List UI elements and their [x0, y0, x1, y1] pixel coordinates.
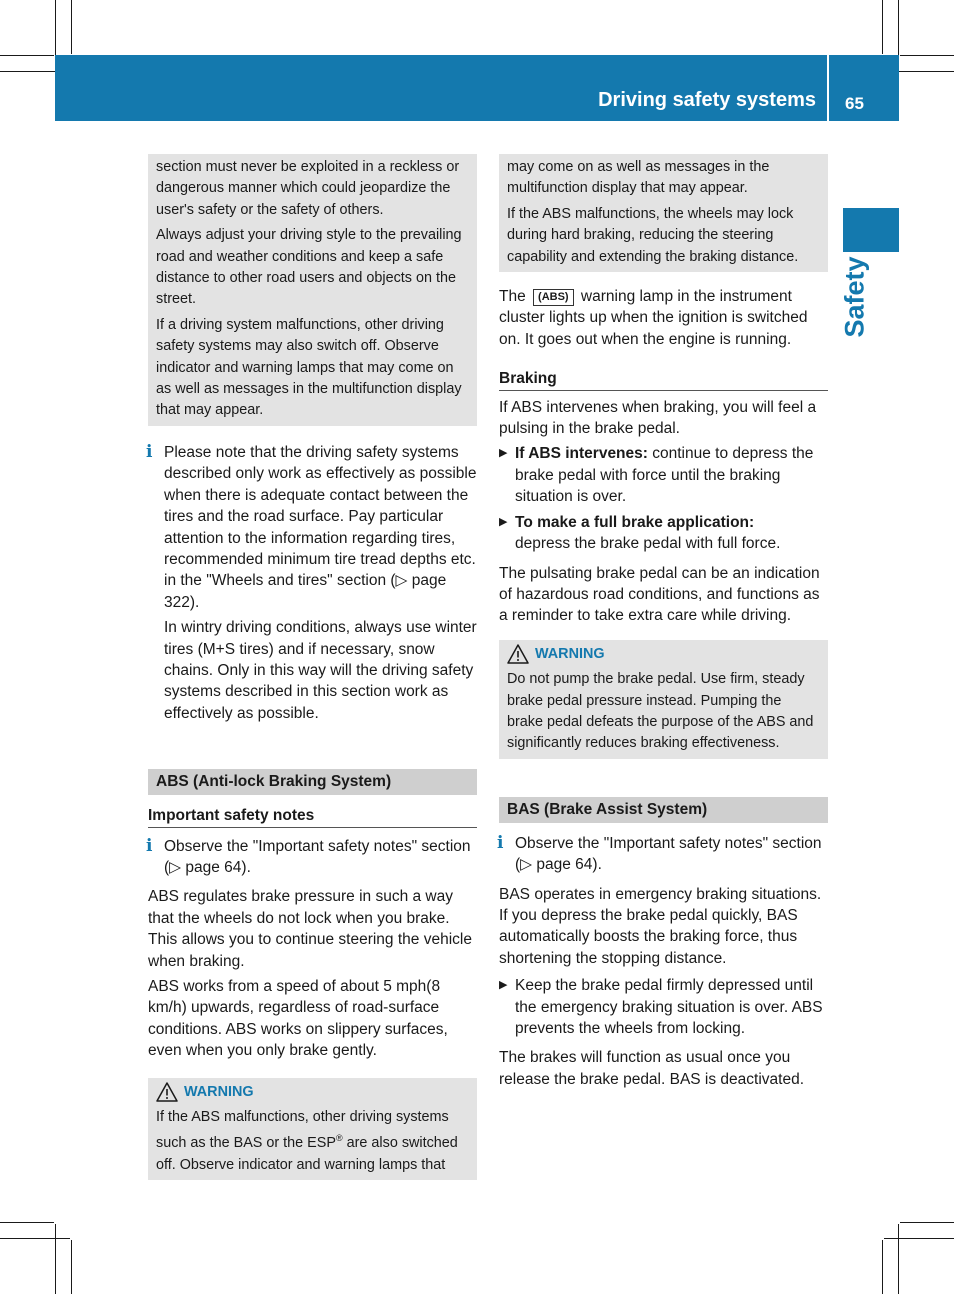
warning-label: WARNING [184, 1083, 254, 1100]
box-paragraph: Always adjust your driving style to the prevailing road and weather conditions and keep a safe distance to other road users and objects on the street. [156, 227, 462, 308]
lamp-paragraph [499, 286, 828, 350]
step-text: Keep the brake pedal firmly depressed until the emergency braking situation is over. ABS prevents the wheels from locking. [515, 977, 823, 1037]
arrow-icon: ▶ [499, 447, 508, 460]
info-text: Please note that the driving safety systems described only work as effectively as possible when there is adequate contact between the tires and the road surface. Pay particular attention to the information regarding tires, recommended minimum tire tread depths etc. in the "Wheels and tires" section (▷ page 322). [164, 443, 477, 611]
side-label: Safety [839, 256, 870, 338]
side-tab [843, 208, 899, 252]
warning-box [499, 640, 828, 759]
box-paragraph: If a driving system malfunctions, other driving safety systems may also switch off. Observe indicator and warning lamps that may come on as well as messages in the multifunction display that may appear. [156, 316, 462, 419]
crop-mark [900, 1222, 954, 1223]
crop-mark [71, 1240, 72, 1294]
bas-section-heading: BAS (Brake Assist System) [499, 797, 828, 823]
step-item [499, 443, 828, 507]
warning-label: WARNING [535, 645, 605, 662]
note-box [148, 154, 477, 426]
crop-mark [884, 1238, 954, 1239]
registered-mark: ® [335, 1133, 343, 1144]
abs-section-heading: ABS (Anti-lock Braking System) [148, 769, 477, 795]
body-paragraph: If ABS intervenes when braking, you will feel a pulsing in the brake pedal. [499, 398, 817, 438]
body-paragraph: ABS works from a speed of about 5 mph(8 km/h) upwards, regardless of road-surface conditions. ABS works on slippery surfaces, even when you only brake gently. [148, 978, 448, 1060]
warning-box [148, 1078, 477, 1180]
braking-heading: Braking [499, 368, 828, 390]
warning-header [156, 1082, 469, 1103]
box-paragraph: If the ABS malfunctions, the wheels may lock during hard braking, reducing the steering capability and extending the braking distance. [507, 205, 799, 265]
body-paragraph: BAS operates in emergency braking situations. If you depress the brake pedal quickly, BAS automatically boosts the braking force, thus shortening the stopping distance. [499, 885, 822, 967]
arrow-icon: ▶ [499, 515, 508, 528]
body-paragraph: ABS regulates brake pressure in such a way that the wheels do not lock when you brake. This allows you to continue steering the vehicle when braking. [148, 888, 472, 970]
step-text: depress the brake pedal with full force. [515, 535, 781, 553]
crop-mark [71, 0, 72, 54]
right-column [499, 154, 828, 1094]
arrow-icon: ▶ [499, 979, 508, 992]
lamp-text: The [499, 288, 526, 306]
crop-mark [898, 1224, 899, 1294]
step-bold: If ABS intervenes: [515, 445, 648, 463]
crop-mark [0, 1238, 70, 1239]
info-note [148, 836, 477, 879]
warning-triangle-icon [507, 644, 529, 664]
info-continuation: In wintry driving conditions, always use winter tires (M+S tires) and if necessary, snow chains. Only in this way will the driving safety systems described in this section work as effectively as possible. [164, 619, 477, 722]
step-item [499, 512, 828, 555]
info-note [148, 442, 477, 613]
warning-text: Do not pump the brake pedal. Use firm, steady brake pedal pressure instead. Pumping the brake pedal defeats the purpose of the ABS and significantly reduces braking effectiveness. [507, 671, 814, 752]
header-divider [827, 55, 829, 121]
crop-mark [882, 0, 883, 54]
info-text: Observe the "Important safety notes" section (▷ page 64). [164, 837, 471, 876]
step-text: continue to depress the brake pedal with force until the braking situation is over. [515, 445, 814, 506]
header-bar [55, 55, 899, 121]
abs-lamp-icon: (ABS) [533, 289, 574, 306]
box-paragraph: may come on as well as messages in the multifunction display that may appear. [507, 159, 770, 197]
warning-triangle-icon [156, 1082, 178, 1102]
crop-mark [882, 1240, 883, 1294]
crop-mark [900, 55, 954, 56]
crop-mark [0, 55, 54, 56]
page-title: Driving safety systems [598, 89, 816, 111]
step-bold: To make a full brake application: [515, 513, 755, 531]
info-icon: i [146, 835, 153, 856]
safety-notes-heading: Important safety notes [148, 805, 477, 827]
body-paragraph: The pulsating brake pedal can be an indication of hazardous road conditions, and functions as a reminder to take extra care while driving. [499, 564, 820, 625]
page-number: 65 [845, 94, 864, 113]
warning-text-part: If the ABS malfunctions, other driving systems such as the BAS or the ESP [156, 1109, 449, 1152]
warning-header [507, 644, 820, 665]
info-icon: i [146, 441, 153, 462]
left-column [148, 154, 477, 1180]
info-note [499, 833, 828, 876]
step-item [499, 975, 828, 1039]
note-box [499, 154, 828, 272]
crop-mark [55, 1224, 56, 1294]
body-paragraph: The brakes will function as usual once you release the brake pedal. BAS is deactivated. [499, 1049, 805, 1088]
crop-mark [0, 1222, 54, 1223]
lamp-text: warning lamp in the instrument cluster lights up when the ignition is switched on. It goes out when the engine is running. [499, 288, 808, 348]
warning-text [156, 1107, 469, 1176]
warning-text-part: are also switched off. Observe indicator and warning lamps that [156, 1135, 458, 1173]
info-icon: i [497, 832, 504, 853]
info-text: Observe the "Important safety notes" section (▷ page 64). [515, 834, 822, 874]
box-paragraph: section must never be exploited in a reckless or dangerous manner which could jeopardize the user's safety or the safety of others. [156, 159, 460, 218]
